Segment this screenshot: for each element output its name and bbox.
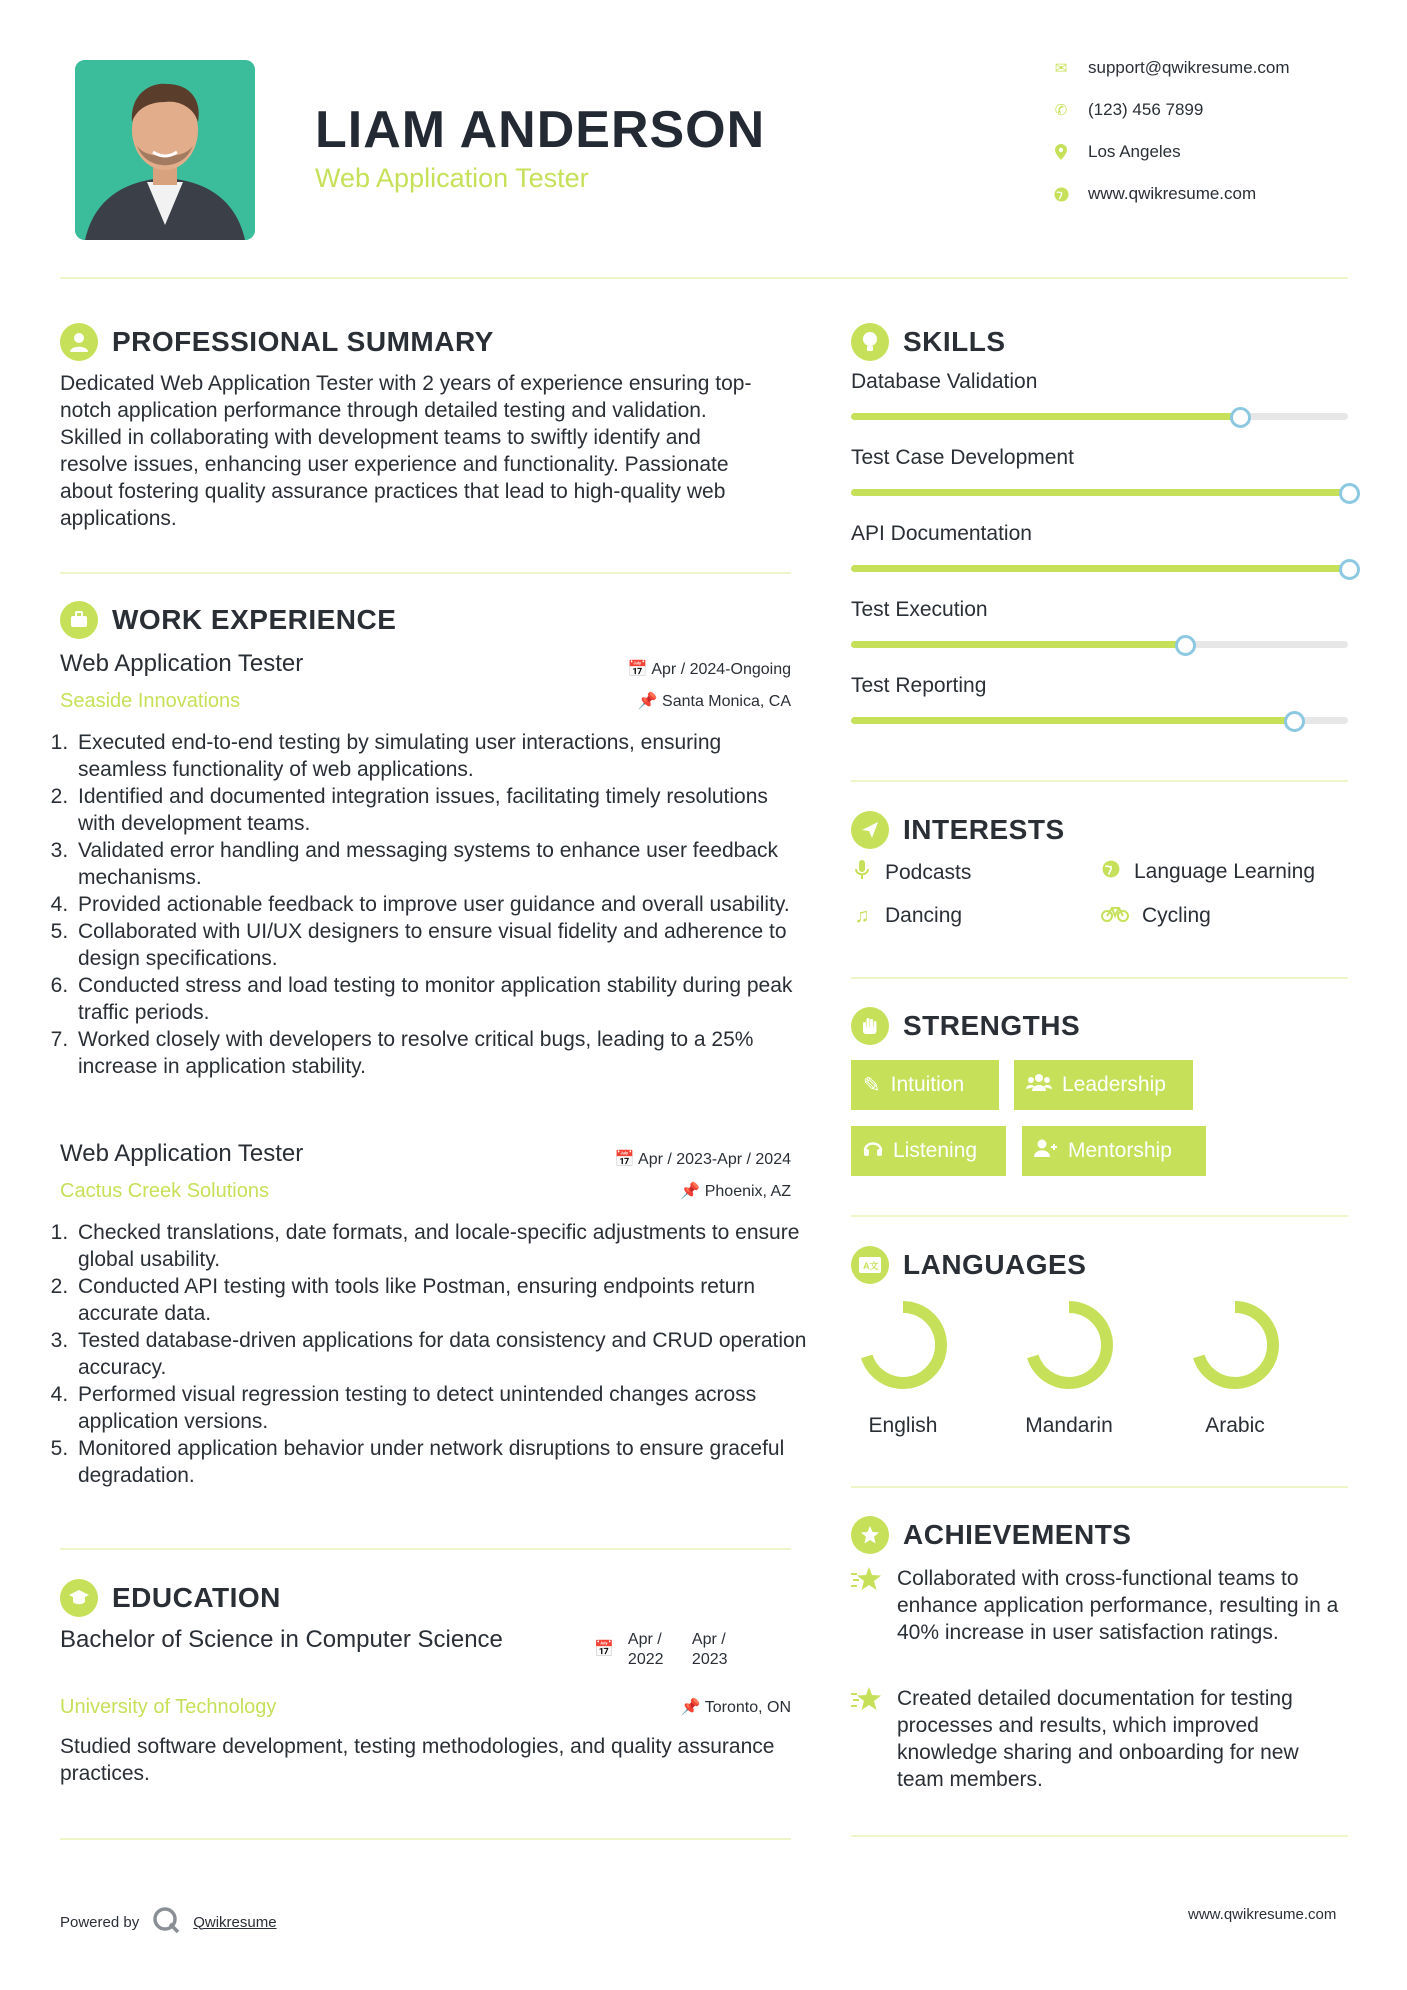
svg-text:A文: A文 (863, 1261, 879, 1271)
language-ring (853, 1295, 953, 1395)
education-title: EDUCATION (112, 1582, 281, 1613)
summary-divider (60, 572, 791, 574)
strength-listening (851, 1126, 1006, 1176)
skill-bar-handle (1230, 407, 1251, 428)
skill-bar (851, 717, 1348, 724)
skill-bar-fill (851, 489, 1348, 496)
users-icon (1026, 1073, 1052, 1097)
education-end: Apr / 2023 (691, 1631, 728, 1668)
strength-label: Mentorship (1068, 1139, 1172, 1162)
job-2-title: Web Application Tester (60, 1140, 304, 1167)
skill-bar-handle (1339, 559, 1360, 580)
skill-bar-fill (851, 641, 1184, 648)
user-plus-icon (1034, 1139, 1058, 1163)
experience-divider (60, 1548, 791, 1550)
pin-icon: 📌 (680, 1699, 701, 1716)
job-1-location (560, 691, 791, 711)
header-divider (60, 277, 1348, 279)
pin-icon: 📌 (637, 693, 658, 710)
calendar-icon: 📅 (614, 1151, 635, 1168)
skill-bar-fill (851, 565, 1348, 572)
list-item: 6. Conducted stress and load testing to monitor application stability during peak traffic periods. (74, 972, 809, 1026)
strengths-title: STRENGTHS (903, 1010, 1081, 1041)
list-item: 2. Identified and documented integration issues, facilitating timely resolutions with development teams. (74, 783, 809, 837)
skill-bar (851, 413, 1348, 420)
phone-icon: ✆ (1054, 102, 1068, 119)
magic-wand-icon: ✎ (863, 1073, 881, 1097)
list-item: 4. Performed visual regression testing to detect unintended changes across application versions. (74, 1381, 809, 1435)
hand-icon (851, 1007, 889, 1045)
achievements-heading (851, 1516, 1131, 1554)
experience-title: WORK EXPERIENCE (112, 604, 397, 635)
music-icon: ♫ (854, 904, 870, 927)
map-pin-icon (1052, 144, 1070, 160)
skill-bar (851, 641, 1348, 648)
star-icon (851, 1685, 883, 1793)
strength-leadership (1014, 1060, 1193, 1110)
skill-label: Test Execution (851, 598, 988, 621)
paper-plane-icon (851, 811, 889, 849)
experience-heading (60, 601, 396, 639)
list-item: 7. Worked closely with developers to resolve critical bugs, leading to a 25% increase in application stability. (74, 1026, 809, 1080)
job-2-bullets (56, 1219, 809, 1489)
education-divider (60, 1838, 791, 1840)
globe-icon (1052, 187, 1070, 202)
star-badge-icon (851, 1516, 889, 1554)
achievement-1 (851, 1565, 1351, 1646)
language-ring-arc (1197, 1307, 1273, 1383)
candidate-name: LIAM ANDERSON (315, 101, 766, 159)
job-1-bullets (56, 729, 809, 1080)
languages-heading (851, 1246, 1086, 1284)
education-degree: Bachelor of Science in Computer Science (60, 1626, 503, 1653)
job-1-title: Web Application Tester (60, 650, 304, 677)
strengths-divider (851, 1215, 1348, 1217)
education-dates (594, 1630, 742, 1670)
summary-text: Dedicated Web Application Tester with 2 years of experience ensuring top-notch application performance through detailed testing and validation. Skilled in collaborating with development teams to swiftly identify and resolve issues, enhancing user experience and functionality. Passionate about fostering quality assurance practices that lead to high-quality web applications. (60, 372, 752, 530)
list-item: 1. Executed end-to-end testing by simulating user interactions, ensuring seamless functionality of web applications. (74, 729, 809, 783)
strength-label: Intuition (890, 1073, 965, 1096)
job-2-location-text: Phoenix, AZ (704, 1183, 791, 1200)
interest-label: Language Learning (1134, 860, 1316, 883)
skill-bar (851, 489, 1348, 496)
interest-language-learning (1100, 860, 1315, 884)
language-ring-arc (865, 1307, 941, 1383)
contact-email-text: support@qwikresume.com (1088, 58, 1290, 77)
job-2-dates-text: Apr / 2023-Apr / 2024 (638, 1151, 791, 1168)
achievements-title: ACHIEVEMENTS (903, 1519, 1132, 1550)
list-item: 2. Conducted API testing with tools like Postman, ensuring endpoints return accurate data. (74, 1273, 809, 1327)
graduation-cap-icon (60, 1579, 98, 1617)
job-1-dates-text: Apr / 2024-Ongoing (651, 661, 791, 678)
job-2-location (560, 1181, 791, 1201)
strength-label: Leadership (1062, 1073, 1166, 1096)
education-heading (60, 1579, 281, 1617)
skills-title: SKILLS (903, 326, 1006, 357)
interest-cycling (1100, 904, 1211, 928)
job-1-location-text: Santa Monica, CA (662, 693, 791, 710)
language-icon (851, 1246, 889, 1284)
education-location (560, 1697, 791, 1717)
languages-divider (851, 1486, 1348, 1488)
globe-icon (1100, 860, 1122, 884)
microphone-icon (851, 860, 873, 886)
job-1-dates (560, 659, 791, 679)
interest-label: Dancing (885, 904, 963, 927)
education-start: Apr / 2022 (627, 1631, 664, 1668)
skills-heading (851, 323, 1006, 361)
achievement-text: Created detailed documentation for testing processes and results, which improved knowledge sharing and onboarding for new team members. (897, 1687, 1299, 1791)
language-ring-arc (1031, 1307, 1107, 1383)
education-text: Studied software development, testing methodologies, and quality assurance practices. (60, 1735, 775, 1785)
achievement-2 (851, 1685, 1351, 1793)
languages-title: LANGUAGES (903, 1249, 1087, 1280)
interests-divider (851, 977, 1348, 979)
strength-intuition (851, 1060, 999, 1110)
pin-icon: 📌 (680, 1183, 701, 1200)
interest-label: Podcasts (885, 861, 972, 884)
qwikresume-logo-icon (151, 1905, 181, 1939)
bicycle-icon (1100, 904, 1130, 928)
contact-phone-text: (123) 456 7899 (1088, 100, 1204, 119)
powered-by-label: Powered by (60, 1913, 140, 1931)
skills-divider (851, 780, 1348, 782)
list-item: 3. Tested database-driven applications for data consistency and CRUD operation accuracy. (74, 1327, 809, 1381)
calendar-icon: 📅 (594, 1641, 614, 1658)
calendar-icon: 📅 (627, 661, 648, 678)
strength-label: Listening (893, 1139, 978, 1162)
contact-location (1052, 142, 1181, 162)
job-1-company: Seaside Innovations (60, 690, 241, 712)
list-item: 4. Provided actionable feedback to improve user guidance and overall usability. (74, 891, 809, 918)
contact-email[interactable] (1052, 58, 1290, 78)
star-icon (851, 1565, 883, 1646)
interests-heading (851, 811, 1065, 849)
achievements-divider (851, 1835, 1348, 1837)
strengths-heading (851, 1007, 1080, 1045)
contact-website-text: www.qwikresume.com (1088, 184, 1257, 203)
summary-heading (60, 323, 494, 361)
contact-location-text: Los Angeles (1088, 142, 1181, 161)
achievement-text: Collaborated with cross-functional teams to enhance application performance, resulting in a 40% increase in user satisfaction ratings. (897, 1567, 1339, 1644)
job-2-company: Cactus Creek Solutions (60, 1180, 269, 1202)
footer-website[interactable]: www.qwikresume.com (1188, 1906, 1337, 1923)
profile-photo (75, 60, 255, 240)
qwikresume-link[interactable]: Qwikresume (193, 1913, 277, 1931)
language-ring (1185, 1295, 1285, 1395)
education-location-text: Toronto, ON (704, 1699, 791, 1716)
skill-bar-handle (1284, 711, 1305, 732)
contact-website[interactable] (1052, 184, 1256, 204)
contact-phone[interactable] (1052, 100, 1203, 120)
interest-podcasts (851, 860, 971, 886)
skill-label: Database Validation (851, 370, 1038, 393)
language-label: English (868, 1414, 938, 1437)
skill-bar-handle (1339, 483, 1360, 504)
interests-title: INTERESTS (903, 814, 1065, 845)
interest-label: Cycling (1142, 904, 1211, 927)
job-2-dates (560, 1149, 791, 1169)
list-item: 5. Monitored application behavior under network disruptions to ensure graceful degradation. (74, 1435, 809, 1489)
skill-bar-handle (1175, 635, 1196, 656)
skill-bar-fill (851, 413, 1239, 420)
skill-label: Test Reporting (851, 674, 987, 697)
candidate-role: Web Application Tester (315, 163, 589, 193)
strength-mentorship (1022, 1126, 1206, 1176)
headphones-icon (863, 1139, 883, 1163)
language-label: Arabic (1205, 1414, 1265, 1437)
language-label: Mandarin (1025, 1414, 1113, 1437)
education-school: University of Technology (60, 1696, 277, 1718)
skill-label: Test Case Development (851, 446, 1074, 469)
footer-powered-by (60, 1905, 277, 1939)
skill-label: API Documentation (851, 522, 1032, 545)
interest-dancing (851, 904, 962, 928)
skill-bar-fill (851, 717, 1293, 724)
user-icon (60, 323, 98, 361)
language-ring (1019, 1295, 1119, 1395)
list-item: 3. Validated error handling and messaging systems to enhance user feedback mechanisms. (74, 837, 809, 891)
list-item: 1. Checked translations, date formats, and locale-specific adjustments to ensure global usability. (74, 1219, 809, 1273)
lightbulb-icon (851, 323, 889, 361)
briefcase-icon (60, 601, 98, 639)
envelope-icon: ✉ (1054, 60, 1068, 77)
summary-title: PROFESSIONAL SUMMARY (112, 326, 494, 357)
list-item: 5. Collaborated with UI/UX designers to ensure visual fidelity and adherence to design specifications. (74, 918, 809, 972)
skill-bar (851, 565, 1348, 572)
